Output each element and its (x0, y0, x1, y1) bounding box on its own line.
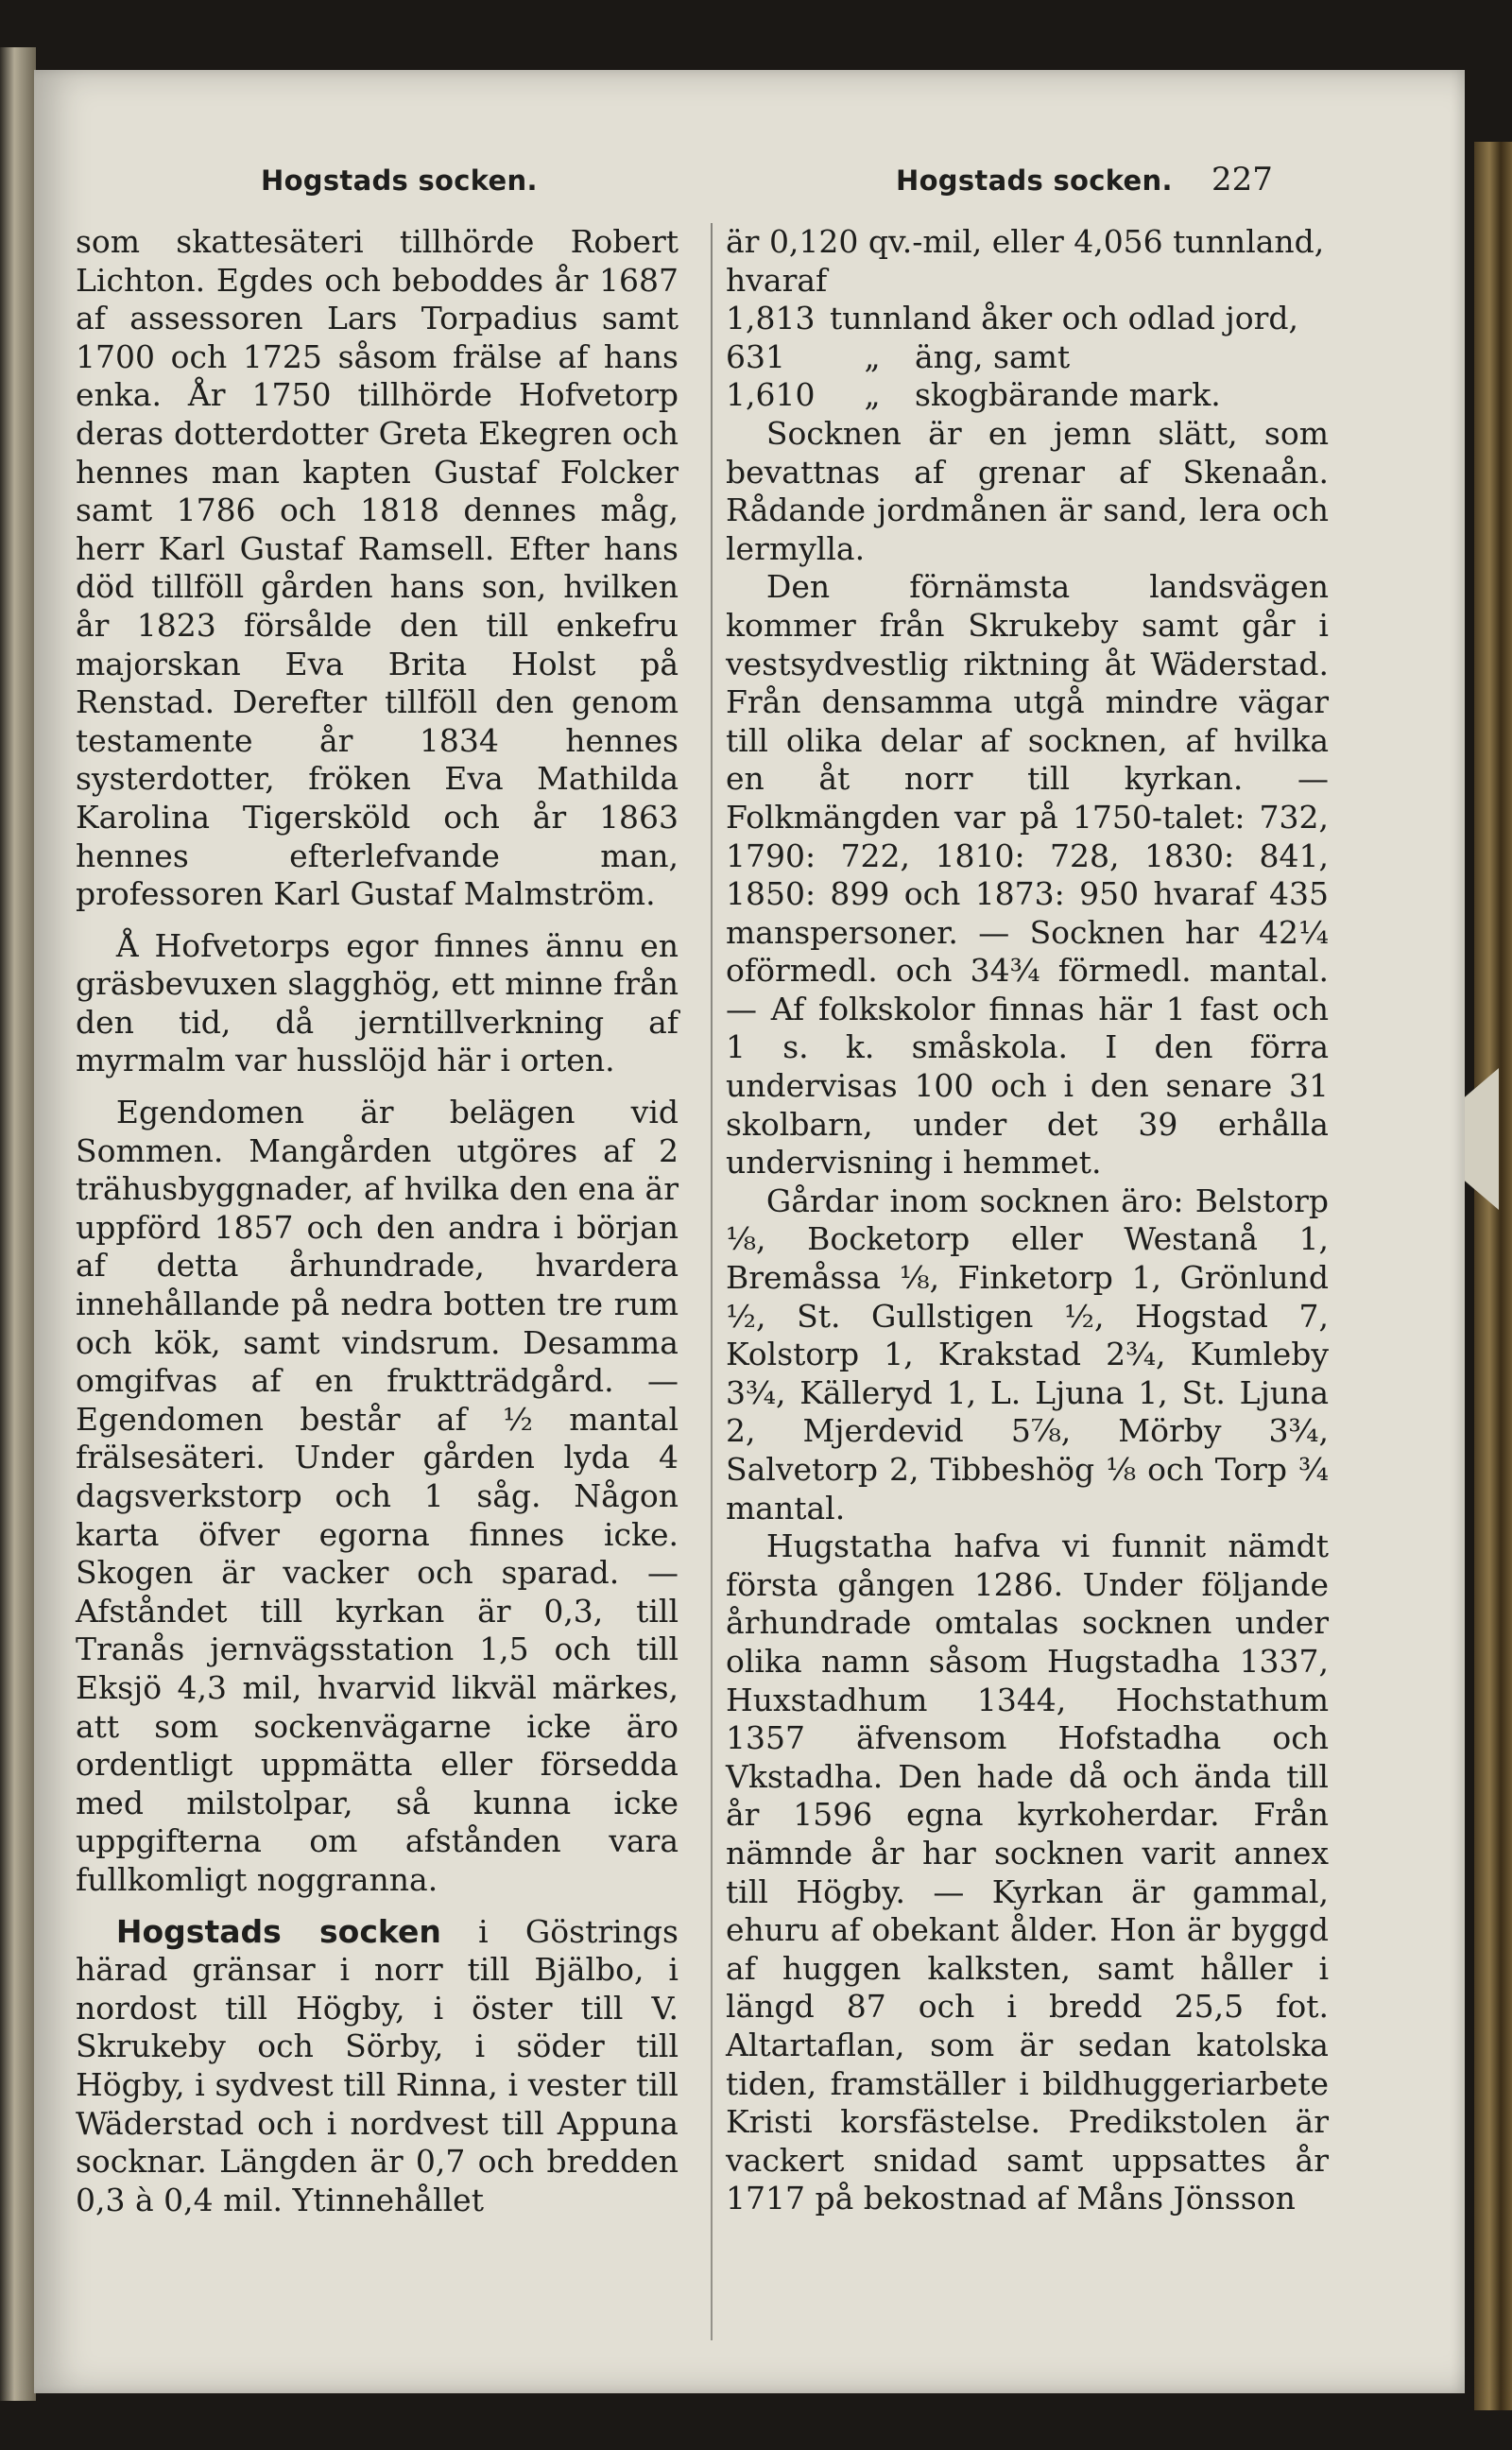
book-spine-edge (0, 47, 36, 2401)
left-column (76, 223, 679, 2219)
paragraph: som skattesäteri tillhörde Robert Lichton. Egdes och beboddes år 1687 af assessoren Lars Torpadius samt 1700 och 1725 såsom frälse af hans enka. År 1750 tillhörde Hofvetorp deras dotterdotter Greta Ekegren och hennes man kapten Gustaf Folcker samt 1786 och 1818 dennes måg, herr Karl Gustaf Ramsell. Efter hans död tillföll gården hans son, hvilken år 1823 försålde den till enkefru majorskan Eva Brita Holst på Renstad. Derefter tillföll den genom testamente år 1834 hennes systerdotter, fröken Eva Mathilda Karolina Tigersköld och år 1863 hennes efterlefvande man, professoren Karl Gustaf Malmström. (76, 223, 679, 913)
area-label: skogbärande mark. (915, 376, 1221, 414)
paragraph: Egendomen är belägen vid Sommen. Mangården utgöres af 2 trähusbyggnader, af hvilka den ena är uppförd 1857 och den andra i början af detta århundrade, hvardera innehållande på nedra botten tre rum och kök, samt vindsrum. Desamma omgifvas af en fruktträdgård. — Egendomen består af ½ mantal frälsesäteri. Under gården lyda 4 dagsverkstorp och 1 såg. Någon karta öfver egorna finnes icke. Skogen är vacker och sparad. — Afståndet till kyrkan är 0,3, till Tranås jernvägsstation 1,5 och till Eksjö 4,3 mil, hvarvid likväl märkes, att som sockenvägarne icke äro ordentligt uppmätta eller försedda med milstolpar, så kunna icke uppgifterna om afstånden vara fullkomligt noggranna. (76, 1094, 679, 1898)
running-header-right: Hogstads socken. (896, 164, 1173, 197)
ditto-mark: „ (864, 376, 881, 414)
book-page (34, 70, 1465, 2393)
book-fore-edge (1474, 142, 1512, 2410)
area-table (726, 300, 1329, 415)
area-label: tunnland åker och odlad jord, (830, 300, 1298, 337)
entry-paragraph (76, 1913, 679, 2220)
ditto-mark: „ (864, 337, 881, 375)
paragraph: Den förnämsta landsvägen kommer från Skrukeby samt går i vestsydvestlig riktning åt Wäderstad. Från densamma utgå mindre vägar till olika delar af socknen, af hvilka en åt norr till kyrkan. — Folkmängden var på 1750-talet: 732, 1790: 722, 1810: 728, 1830: 841, 1850: 899 och 1873: 950 hvaraf 435 manspersoner. — Socknen har 42¼ oförmedl. och 34¾ förmedl. mantal. — Af folkskolor finnas här 1 fast och 1 s. k. småskola. I den förra undervisas 100 och i den senare 31 skolbarn, under det 39 erhålla undervisning i hemmet. (726, 568, 1329, 1182)
area-value: 1,610 (726, 376, 816, 414)
entry-text: i Göstrings härad gränsar i norr till Bjälbo, i nordost till Högby, i öster till V. Skrukeby och Sörby, i söder till Högby, i sydvest till Rinna, i vester till Wäderstad och i nordvest till Appuna socknar. Längden är 0,7 och bredden 0,3 à 0,4 mil. Ytinnehållet (76, 1912, 679, 2218)
page-number: 227 (1211, 161, 1273, 198)
area-value: 631 (726, 337, 785, 375)
running-header-left: Hogstads socken. (261, 164, 538, 197)
area-value: 1,813 (726, 300, 816, 337)
table-row (726, 338, 1329, 377)
area-intro: är 0,120 qv.-mil, eller 4,056 tunnland, hvaraf (726, 223, 1325, 299)
table-row (726, 300, 1329, 338)
entry-heading: Hogstads socken (115, 1912, 441, 1950)
right-column (726, 223, 1329, 2218)
paragraph: Socknen är en jemn slätt, som bevattnas af grenar af Skenaån. Rådande jordmånen är sand, lera och lermylla. (726, 414, 1329, 567)
table-row (726, 376, 1329, 415)
paragraph: Gårdar inom socknen äro: Belstorp ⅛, Bocketorp eller Westanå 1, Bremåssa ⅛, Finketorp 1, Grönlund ½, St. Gullstigen ½, Hogstad 7, Kolstorp 1, Krakstad 2¾, Kumleby 3¾, Källeryd 1, L. Ljuna 1, St. Ljuna 2, Mjerdevid 5⅞, Mörby 3¾, Salvetorp 2, Tibbeshög ⅛ och Torp ¾ mantal. (726, 1182, 1329, 1527)
area-label: äng, samt (915, 337, 1071, 375)
paragraph: Å Hofvetorps egor finnes ännu en gräsbevuxen slagghög, ett minne från den tid, då jerntillverkning af myrmalm var husslöjd här i orten. (76, 926, 679, 1079)
paragraph: Hugstatha hafva vi funnit nämdt första gången 1286. Under följande århundrade omtalas socknen under olika namn såsom Hugstadha 1337, Huxstadhum 1344, Hochstathum 1357 äfvensom Hofstadha och Vkstadha. Den hade då och ända till år 1596 egna kyrkoherdar. Från nämnde år har socknen varit annex till Högby. — Kyrkan är gammal, ehuru af obekant ålder. Hon är byggd af huggen kalksten, samt håller i längd 87 och i bredd 25,5 fot. Altartaflan, som är sedan katolska tiden, framställer i bildhuggeriarbete Kristi korsfästelse. Predikstolen är vackert snidad samt uppsattes år 1717 på bekostnad af Måns Jönsson (726, 1527, 1329, 2217)
column-divider (711, 223, 713, 2340)
